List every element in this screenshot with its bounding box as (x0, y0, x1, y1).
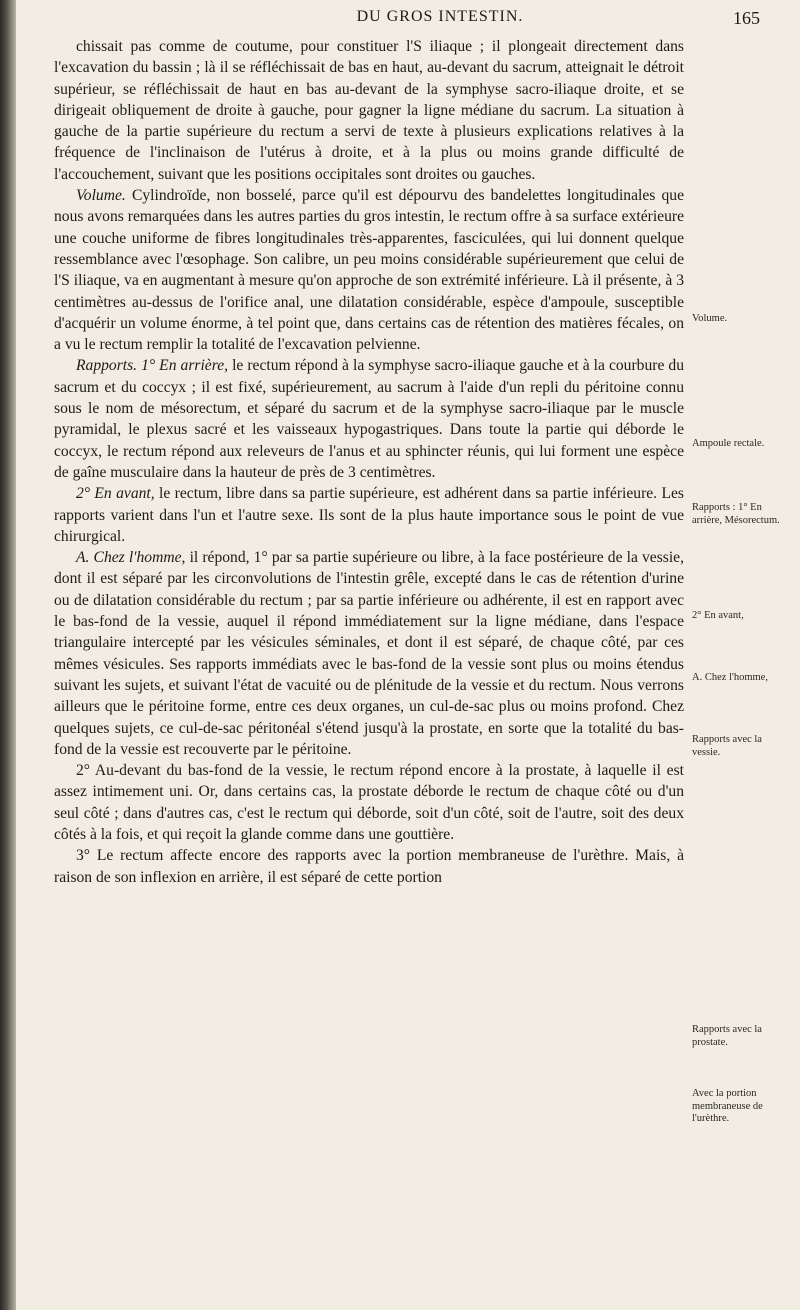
running-head: DU GROS INTESTIN. (356, 8, 524, 25)
paragraph-en-avant (54, 483, 684, 547)
paragraph (54, 36, 684, 185)
paragraph-prostate (54, 760, 684, 845)
margin-note-prostate: Rapports avec la prostate. (692, 1024, 762, 1048)
margin-note-chez-homme: A. Chez l'homme, (692, 672, 768, 683)
paragraph-text: le rectum répond à la symphyse sacro-iliaque gauche et à la courbure du sacrum et du coccyx ; il est fixé, supérieurement, au sacrum à l'aide d'un repli du péritoine connu sous le nom de mésorectum, et séparé du sacrum et de la symphyse sacro-iliaque par le muscle pyramidal, le plexus sacré et les vaisseaux hypogastriques. Dans toute la partie qui déborde le coccyx, le rectum répond aux releveurs de l'anus et au sphincter réunis, qui lui forment une espèce de gaîne musculaire dans la hauteur de près de 3 centimètres. (54, 357, 684, 481)
paragraph-urethre (54, 845, 684, 888)
paragraph-text: chissait pas comme de coutume, pour constituer l'S iliaque ; il plongeait directement dans l'excavation du bassin ; là il se réfléchissait de bas en haut, au-devant du sacrum, atteignait le détroit supérieur, se réfléchissait de haut en bas au-devant de la symphyse sacro-iliaque droite, et se dirigeait obliquement de droite à gauche, pour gagner la ligne médiane du sacrum. La situation à gauche de la partie supérieure du rectum a servi de texte à plusieurs explications relatives à la fréquence de l'inclinaison de l'utérus à droite, et à la plus ou moins grande difficulté de l'accouchement, suivant que les positions occipitales sont droites ou gauches. (54, 38, 684, 183)
paragraph-lead: Volume. (76, 187, 126, 205)
paragraph-text: le rectum, libre dans sa partie supérieure, est adhérent dans sa partie inférieure. Les rapports varient dans l'un et l'autre sexe. Ils sont de la plus haute importance sous le point de vue chirurgical. (54, 485, 684, 545)
margin-note-ampoule: Ampoule rectale. (692, 438, 765, 449)
margin-note-urethre: Avec la portion membraneuse de l'urèthre. (692, 1088, 763, 1124)
paragraph-chez-homme (54, 547, 684, 760)
margin-note-rapports: Rapports : 1° En arrière, Mésorectum. (692, 502, 780, 526)
paragraph-lead: 2° En avant, (76, 485, 155, 503)
paragraph-text: 2° Au-devant du bas-fond de la vessie, le rectum répond encore à la prostate, à laquelle il est assez intimement uni. Or, dans certains cas, la prostate déborde le rectum de chaque côté ou d'un seul côté ; dans d'autres cas, c'est le rectum qui déborde, soit d'un côté, soit de l'autre, soit des deux côtés à la fois, et qui reçoit la glande comme dans une gouttière. (54, 762, 684, 843)
paragraph-text: Cylindroïde, non bosselé, parce qu'il est dépourvu des bandelettes longitudinales que nous avons remarquées dans les autres parties du gros intestin, le rectum offre à sa surface extérieure une couche uniforme de fibres longitudinales très-apparentes, fasciculées, qui lui donnent quelque ressemblance avec l'œsophage. Son calibre, un peu moins considérable supérieurement que celui de l'S iliaque, va en augmentant à mesure qu'on approche de son extrémité inférieure. Là il présente, à 3 centimètres au-dessus de l'orifice anal, une dilatation considérable, espèce d'ampoule, susceptible d'acquérir un volume énorme, à tel point que, dans certains cas de rétention des matières fécales, on a vu le rectum remplir la totalité de l'excavation pelvienne. (54, 187, 684, 354)
book-spine-shadow (0, 0, 16, 1310)
paragraph-text: 3° Le rectum affecte encore des rapports avec la portion membraneuse de l'urèthre. Mais, à raison de son inflexion en arrière, il est séparé de cette portion (54, 847, 684, 886)
margin-notes (692, 0, 792, 1310)
paragraph-lead: A. Chez l'homme, (76, 549, 186, 567)
margin-note-vessie: Rapports avec la vessie. (692, 734, 762, 758)
paragraph-volume (54, 185, 684, 355)
page-number: 165 (733, 8, 760, 28)
paragraph-lead: Rapports. 1° En arrière, (76, 357, 229, 375)
body-text (54, 36, 684, 888)
page-header (120, 8, 760, 34)
paragraph-text: il répond, 1° par sa partie supérieure ou libre, à la face postérieure de la vessie, dont il est séparé par les circonvolutions de l'intestin grêle, excepté dans le cas de rétention d'urine ou de dilatation considérable du rectum ; par sa partie inférieure ou adhérente, il est en rapport avec le bas-fond de la vessie, auquel il répond immédiatement sur la ligne médiane, dans l'espace triangulaire intercepté par les vésicules séminales, et dont il est séparé, de chaque côté, par ces mêmes vésicules. Ses rapports immédiats avec le bas-fond de la vessie sont plus ou moins étendus suivant les sujets, et suivant l'état de vacuité ou de plénitude de la vessie et du rectum. Nous verrons ailleurs que le péritoine forme, entre ces deux organes, un cul-de-sac plus ou moins profond. Chez quelques sujets, ce cul-de-sac péritonéal s'étend jusqu'à la prostate, en sorte que la totalité du bas-fond de la vessie est recouverte par le péritoine. (54, 549, 684, 758)
margin-note-en-avant: 2° En avant, (692, 610, 744, 621)
margin-note-volume: Volume. (692, 313, 728, 324)
paragraph-rapports (54, 355, 684, 483)
